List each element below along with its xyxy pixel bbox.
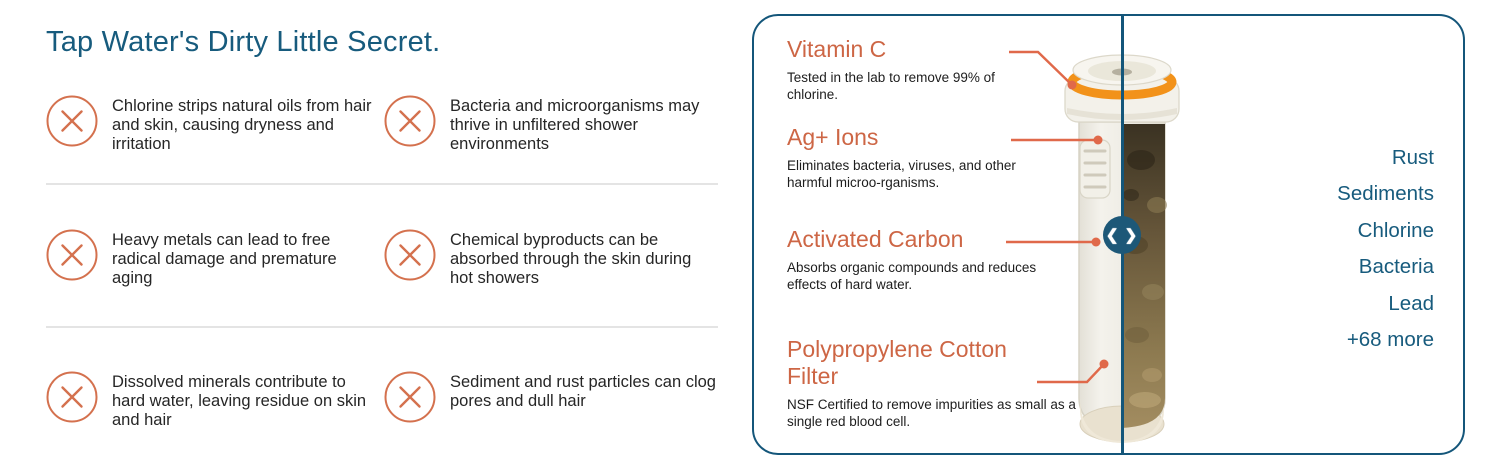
callout-desc: Eliminates bacteria, viruses, and other harmful microo-rganisms.: [787, 158, 1016, 190]
problem-item: [384, 371, 722, 429]
problems-section: [46, 26, 726, 429]
problem-text: Sediment and rust particles can clog pores and dull hair: [450, 373, 716, 410]
callout-desc: Tested in the lab to remove 99% of chlorine.: [787, 70, 995, 102]
problems-row: [46, 185, 726, 326]
contaminant-label: Bacteria: [1358, 255, 1434, 279]
callout-vitamin-c: [787, 36, 1015, 103]
problem-item: [46, 229, 384, 326]
comparison-slider-handle[interactable]: [1103, 216, 1141, 254]
contaminant-label: Chlorine: [1357, 218, 1434, 242]
problem-text: Chlorine strips natural oils from hair and skin, causing dryness and irritation: [112, 97, 372, 153]
x-circle-icon: [384, 229, 436, 281]
callout-activated-carbon: [787, 226, 1047, 293]
contaminant-label: Lead: [1388, 291, 1434, 315]
slider-chevrons-icon: ❮ ❯: [1105, 227, 1139, 244]
callout-title: Vitamin C: [787, 36, 887, 62]
problem-item: [384, 229, 722, 326]
problems-row: [46, 81, 726, 183]
problem-text: Bacteria and microorganisms may thrive in unfiltered shower environments: [450, 97, 700, 153]
x-circle-icon: [46, 95, 98, 147]
problem-text: Chemical byproducts can be absorbed through the skin during hot showers: [450, 231, 692, 287]
callout-desc: NSF Certified to remove impurities as small as a single red blood cell.: [787, 397, 1076, 429]
x-circle-icon: [384, 371, 436, 423]
problem-text: Dissolved minerals contribute to hard water, leaving residue on skin and hair: [112, 373, 367, 429]
x-circle-icon: [46, 229, 98, 281]
contaminants-list: [1337, 140, 1434, 358]
callout-desc: Absorbs organic compounds and reduces effects of hard water.: [787, 260, 1037, 292]
problem-item: [384, 95, 722, 183]
callout-title: Activated Carbon: [787, 226, 964, 252]
callout-polypropylene-filter: [787, 336, 1077, 430]
problem-item: [46, 95, 384, 183]
x-circle-icon: [46, 371, 98, 423]
contaminant-label: +68 more: [1346, 328, 1434, 352]
problem-text: Heavy metals can lead to free radical damage and premature aging: [112, 231, 337, 287]
x-circle-icon: [384, 95, 436, 147]
callout-ag-ions: [787, 124, 1039, 191]
problem-item: [46, 371, 384, 429]
callout-title: Polypropylene Cotton Filter: [787, 336, 1007, 389]
contaminant-label: Rust: [1391, 146, 1434, 169]
contaminant-label: Sediments: [1337, 182, 1434, 206]
filter-panel: [752, 14, 1465, 455]
callout-title: Ag+ Ions: [787, 124, 879, 150]
problems-row: [46, 328, 726, 429]
page-title: Tap Water's Dirty Little Secret.: [46, 26, 441, 58]
problems-grid: [46, 81, 726, 429]
